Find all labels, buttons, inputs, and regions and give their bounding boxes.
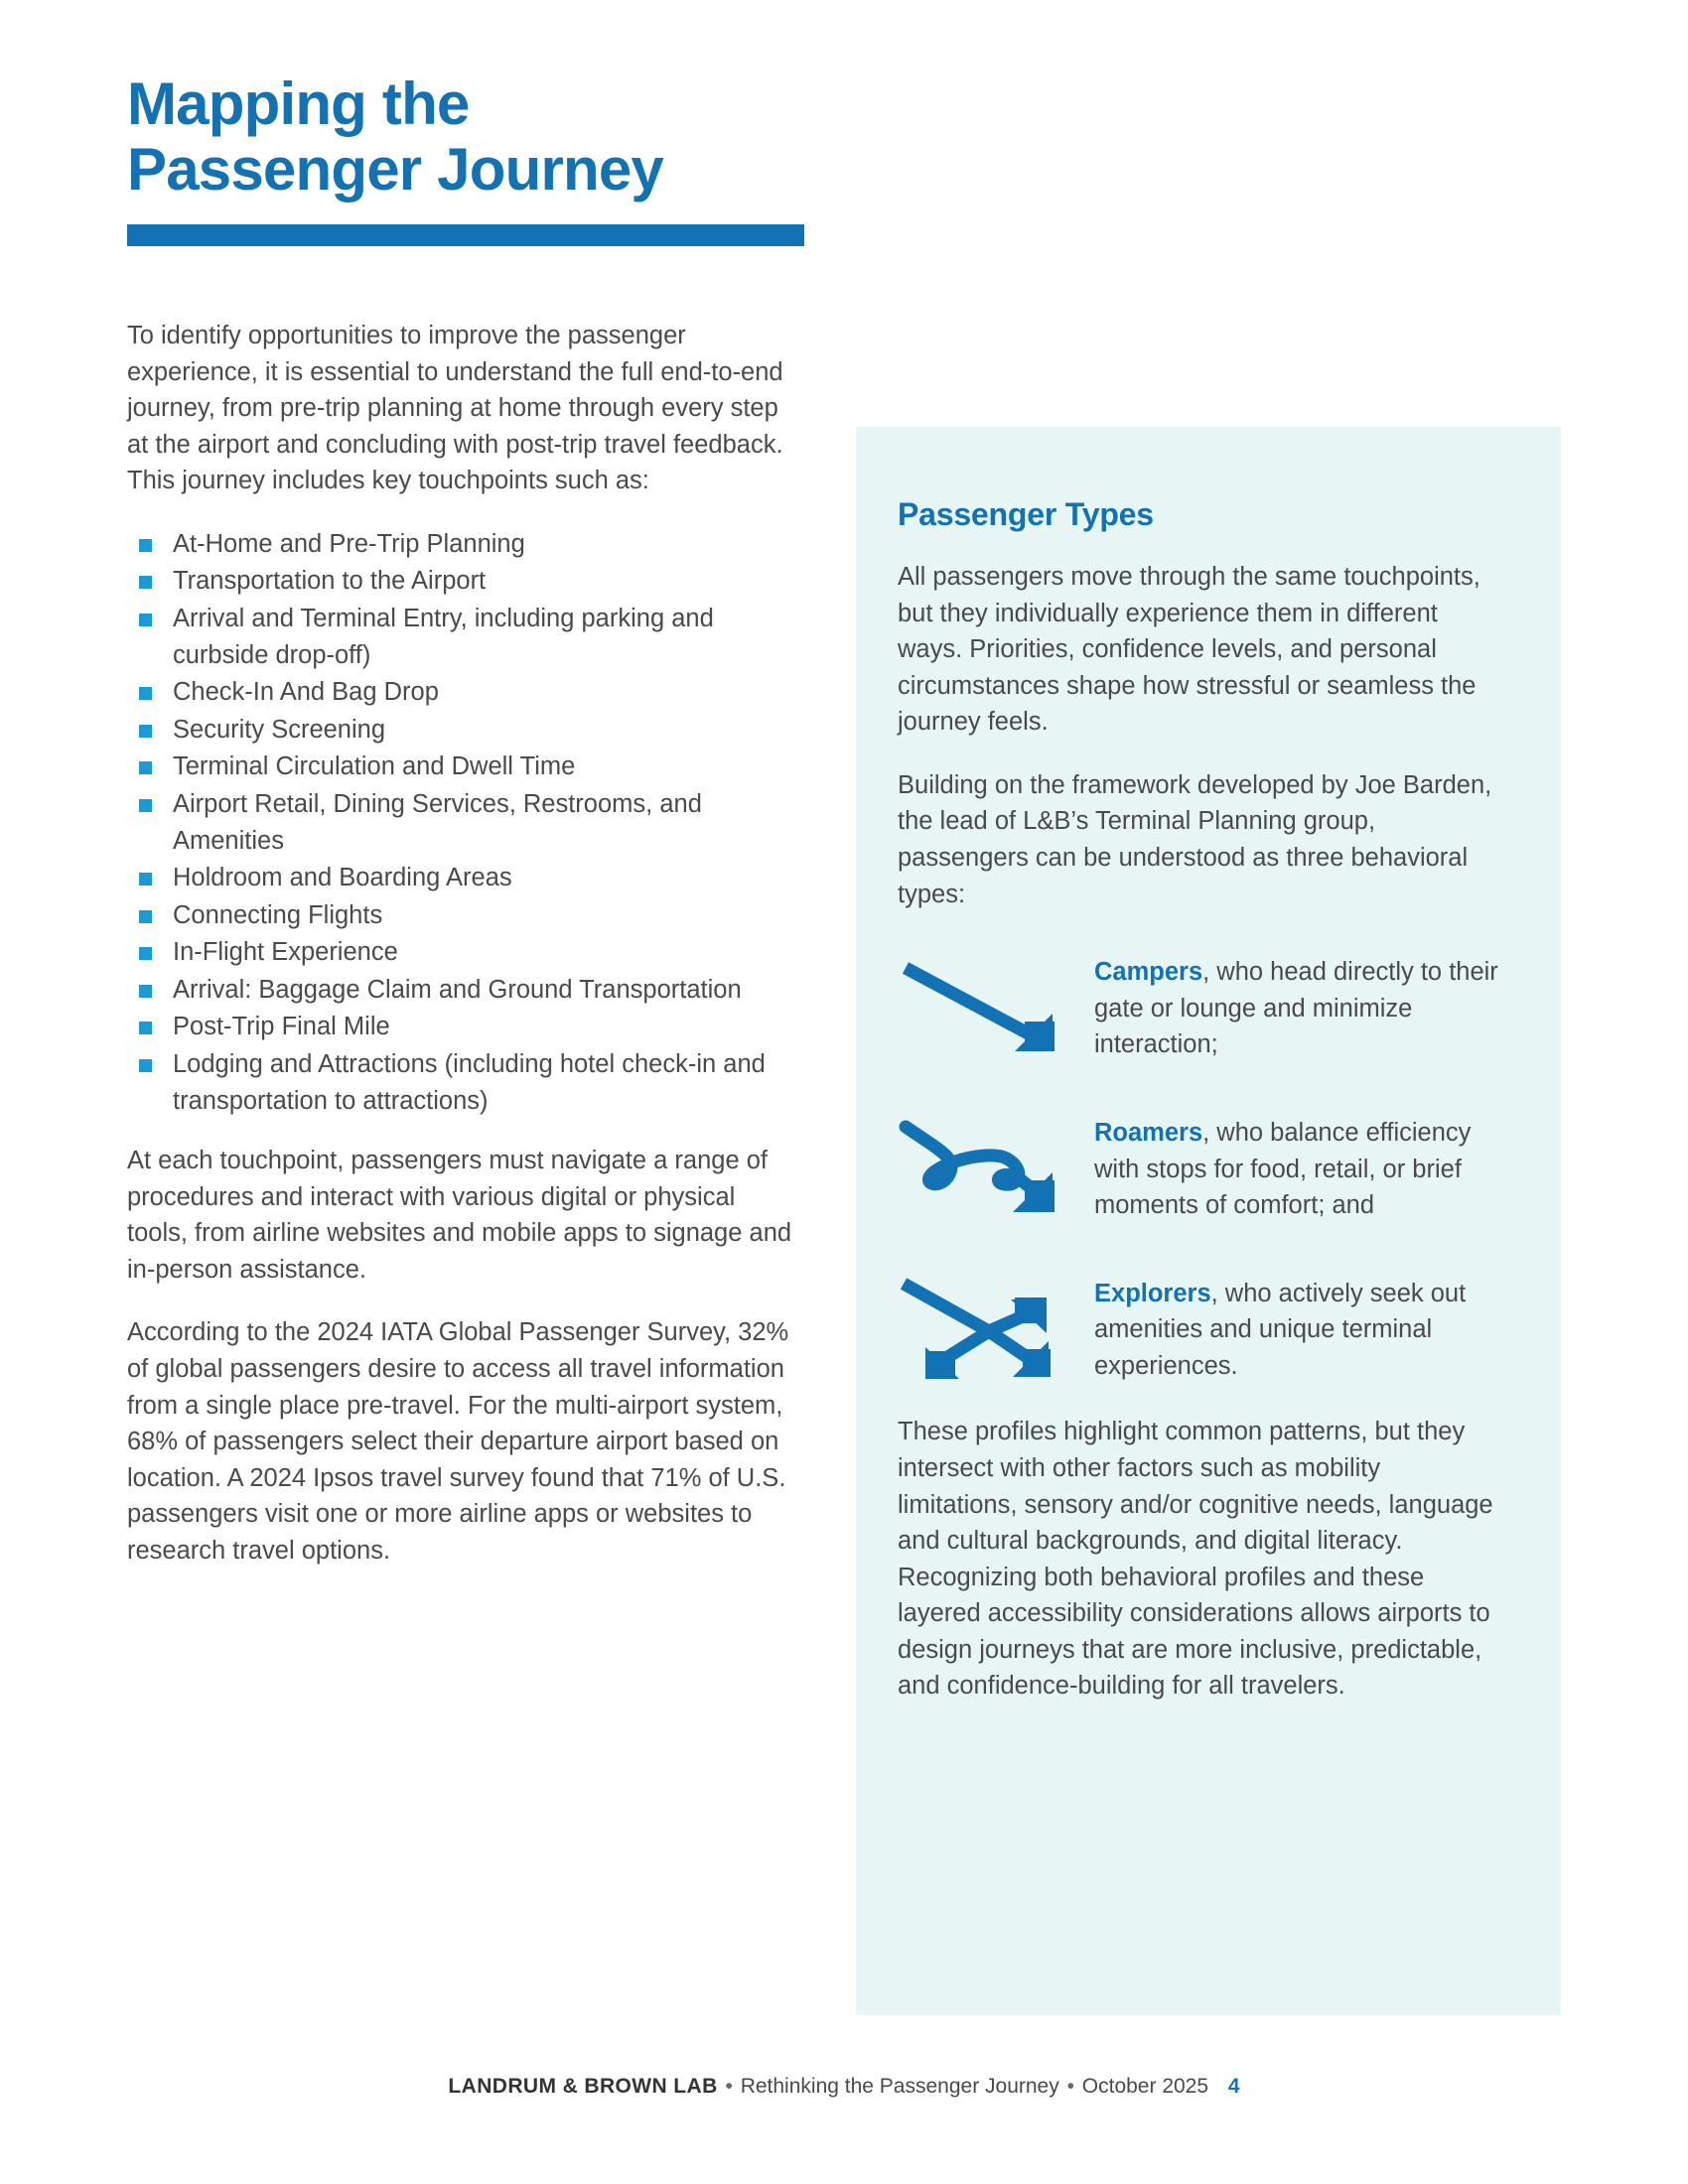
sidebar-paragraph-2: Building on the framework developed by Joe Barden, the lead of L&B’s Terminal Planning group, passengers can be understood as three behavioral types: xyxy=(898,770,1492,908)
list-item-label: Connecting Flights xyxy=(173,900,383,929)
list-item-label: Arrival and Terminal Entry, including parking and curbside drop-off) xyxy=(173,605,714,669)
straight-diagonal-arrow-icon xyxy=(898,948,1086,1059)
title-underline-rule xyxy=(127,224,804,246)
square-bullet-icon xyxy=(139,910,152,923)
square-bullet-icon xyxy=(139,1059,152,1072)
passenger-type-description xyxy=(1094,1107,1499,1224)
page-footer xyxy=(0,2075,1688,2099)
left-column xyxy=(127,318,802,1570)
footer-separator: • xyxy=(1066,2075,1074,2098)
square-bullet-icon xyxy=(139,687,152,700)
list-item-label: Security Screening xyxy=(173,715,386,744)
passenger-type-roamers xyxy=(898,1107,1499,1224)
list-item xyxy=(127,934,802,971)
passenger-type-explorers xyxy=(898,1268,1499,1385)
list-item-label: Transportation to the Airport xyxy=(173,567,487,596)
list-item-label: In-Flight Experience xyxy=(173,938,398,967)
passenger-type-detail: , who head directly to their gate or lounge and minimize interaction; xyxy=(1094,958,1498,1059)
square-bullet-icon xyxy=(139,947,152,960)
list-item xyxy=(127,526,802,563)
square-bullet-icon xyxy=(139,725,152,738)
square-bullet-icon xyxy=(139,539,152,552)
sidebar-closing-paragraph: These profiles highlight common patterns, but they intersect with other factors such as mobility limitations, sensory and/or cognitive needs, language and cultural backgrounds, and digital literacy. Recognizing both behavioral profiles and these layered accessibility considerations allows airports to design journeys that are more inclusive, predictable, and confidence-building for all travelers. xyxy=(898,1418,1493,1701)
footer-page-number: 4 xyxy=(1227,2075,1240,2098)
square-bullet-icon xyxy=(139,799,152,812)
sidebar-heading: Passenger Types xyxy=(898,496,1154,532)
list-item xyxy=(127,601,802,673)
passenger-type-name: Roamers xyxy=(1094,1118,1203,1147)
title-text xyxy=(127,71,842,203)
list-item-label: At-Home and Pre-Trip Planning xyxy=(173,529,525,558)
touchpoint-navigation-paragraph: At each touchpoint, passengers must navigate a range of procedures and interact with various digital or physical tools, from airline websites and mobile apps to signage and in-person assistance. xyxy=(127,1147,792,1284)
list-item xyxy=(127,860,802,896)
title-line-1: Mapping the xyxy=(127,70,470,137)
square-bullet-icon xyxy=(139,761,152,774)
list-item xyxy=(127,674,802,711)
square-bullet-icon xyxy=(139,614,152,626)
list-item-label: Lodging and Attractions (including hotel check-in and transportation to attractions) xyxy=(173,1049,766,1115)
sidebar-paragraph-1: All passengers move through the same touchpoints, but they individually experience them in different ways. Priorities, confidence levels, and personal circumstances shape how stressful or seamless the journey feels. xyxy=(898,563,1480,737)
footer-date: October 2025 xyxy=(1081,2075,1209,2098)
passenger-type-name: Campers xyxy=(1094,958,1203,987)
list-item-label: Post-Trip Final Mile xyxy=(173,1013,390,1041)
survey-statistics-paragraph: According to the 2024 IATA Global Passenger Survey, 32% of global passengers desire to access all travel information from a single place pre-travel. For the multi-airport system, 68% of passengers select their departure airport based on location. A 2024 Ipsos travel survey found that 71% of U.S. passengers visit one or more airline apps or websites to research travel options. xyxy=(127,1318,789,1565)
list-item xyxy=(127,1009,802,1045)
page-title xyxy=(127,71,842,246)
passenger-type-detail: , who actively seek out amenities and unique terminal experiences. xyxy=(1094,1279,1467,1380)
title-line-2: Passenger Journey xyxy=(127,136,663,203)
passenger-types-list xyxy=(898,946,1499,1384)
touchpoints-list xyxy=(127,526,802,1119)
list-item-label: Airport Retail, Dining Services, Restrooms, and Amenities xyxy=(173,789,702,855)
passenger-types-panel xyxy=(856,427,1561,2015)
list-item xyxy=(127,897,802,934)
footer-publication: Rethinking the Passenger Journey xyxy=(740,2075,1059,2098)
footer-separator: • xyxy=(725,2075,733,2098)
list-item xyxy=(127,749,802,785)
footer-brand: LANDRUM & BROWN LAB xyxy=(448,2075,718,2098)
square-bullet-icon xyxy=(139,873,152,886)
passenger-type-description xyxy=(1094,946,1499,1063)
passenger-type-description xyxy=(1094,1268,1499,1385)
list-item-label: Arrival: Baggage Claim and Ground Transportation xyxy=(173,975,742,1004)
list-item xyxy=(127,712,802,749)
branching-arrow-icon xyxy=(898,1270,1086,1381)
square-bullet-icon xyxy=(139,985,152,998)
list-item xyxy=(127,972,802,1009)
passenger-type-detail: , who balance efficiency with stops for food, retail, or brief moments of comfort; and xyxy=(1094,1118,1472,1220)
list-item-label: Check-In And Bag Drop xyxy=(173,678,439,707)
passenger-type-name: Explorers xyxy=(1094,1279,1211,1307)
intro-paragraph: To identify opportunities to improve the passenger experience, it is essential to understand the full end-to-end journey, from pre-trip planning at home through every step at the airport and concluding with post-trip travel feedback. This journey includes key touchpoints such as: xyxy=(127,322,783,495)
passenger-type-campers xyxy=(898,946,1499,1063)
square-bullet-icon xyxy=(139,1022,152,1034)
list-item-label: Terminal Circulation and Dwell Time xyxy=(173,752,576,781)
list-item xyxy=(127,563,802,600)
list-item xyxy=(127,1046,802,1119)
list-item-label: Holdroom and Boarding Areas xyxy=(173,864,512,892)
zigzag-arrow-icon xyxy=(898,1109,1086,1220)
list-item xyxy=(127,786,802,859)
square-bullet-icon xyxy=(139,576,152,589)
